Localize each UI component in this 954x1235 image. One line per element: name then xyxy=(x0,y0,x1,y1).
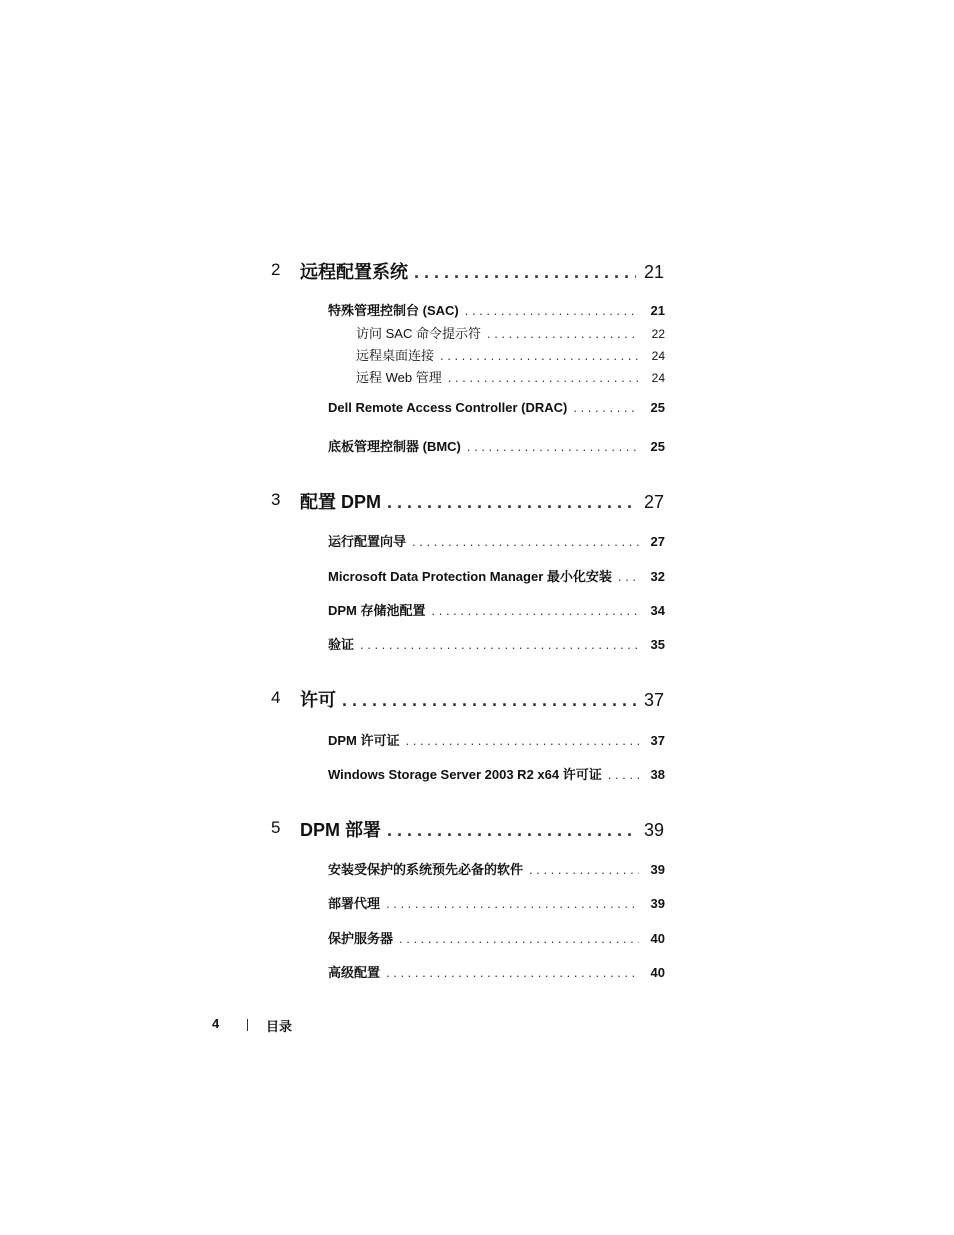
footer-section-title: 目录 xyxy=(266,1019,293,1034)
page-number: 39 xyxy=(643,820,664,840)
dot-leader xyxy=(608,767,639,782)
toc-entry[interactable] xyxy=(328,730,665,748)
dot-leader xyxy=(414,262,636,282)
dot-leader xyxy=(386,896,639,911)
dot-leader xyxy=(406,733,639,748)
dot-leader xyxy=(360,637,639,652)
entry-title: DPM 许可证 xyxy=(328,733,400,748)
page-number: 21 xyxy=(643,262,664,282)
dot-leader xyxy=(487,326,639,341)
entry-title: Windows Storage Server 2003 R2 x64 许可证 xyxy=(328,767,602,782)
page-number: 27 xyxy=(643,492,664,512)
chapter-number: 5 xyxy=(271,818,281,837)
entry-title: 底板管理控制器 (BMC) xyxy=(328,439,461,454)
entry-title: 运行配置向导 xyxy=(328,534,407,549)
page-number: 24 xyxy=(651,349,665,363)
dot-leader xyxy=(412,534,639,549)
entry-title: 访问 SAC 命令提示符 xyxy=(356,326,481,341)
dot-leader xyxy=(386,965,639,980)
toc-entry[interactable] xyxy=(328,600,665,618)
toc-chapter-5[interactable] xyxy=(300,816,664,840)
chapter-title: 配置 DPM xyxy=(300,492,381,512)
toc-entry[interactable] xyxy=(328,531,665,549)
toc-entry[interactable] xyxy=(328,436,665,454)
page-number: 37 xyxy=(650,733,665,748)
entry-title: Dell Remote Access Controller (DRAC) xyxy=(328,400,568,415)
footer-divider xyxy=(247,1019,248,1031)
dot-leader xyxy=(465,303,639,318)
page-number: 39 xyxy=(650,896,665,911)
toc-entry[interactable] xyxy=(328,859,665,877)
dot-leader xyxy=(467,439,639,454)
dot-leader xyxy=(618,569,639,584)
footer-page-number: 4 xyxy=(212,1016,220,1031)
toc-subentry[interactable] xyxy=(356,323,665,341)
page-number: 21 xyxy=(650,303,665,318)
toc-entry[interactable] xyxy=(328,634,665,652)
chapter-number: 4 xyxy=(271,688,281,707)
toc-subentry[interactable] xyxy=(356,345,665,363)
toc-entry[interactable] xyxy=(328,300,665,318)
dot-leader xyxy=(387,492,636,512)
entry-title: 特殊管理控制台 (SAC) xyxy=(328,303,459,318)
toc-entry[interactable] xyxy=(328,764,665,782)
entry-title: 安装受保护的系统预先必备的软件 xyxy=(328,862,524,877)
page-number: 32 xyxy=(650,569,665,584)
dot-leader xyxy=(399,931,639,946)
entry-title: 部署代理 xyxy=(328,896,381,911)
dot-leader xyxy=(529,862,639,877)
dot-leader xyxy=(448,370,639,385)
toc-chapter-2[interactable] xyxy=(300,258,664,282)
toc-entry[interactable] xyxy=(328,962,665,980)
page-number: 25 xyxy=(650,400,665,415)
dot-leader xyxy=(432,603,639,618)
toc-entry[interactable] xyxy=(328,893,665,911)
entry-title: 高级配置 xyxy=(328,965,381,980)
page-number: 40 xyxy=(650,965,665,980)
entry-title: 远程桌面连接 xyxy=(356,348,435,363)
entry-title: Microsoft Data Protection Manager 最小化安装 xyxy=(328,569,612,584)
page-number: 24 xyxy=(651,371,665,385)
chapter-title: 许可 xyxy=(300,690,336,710)
toc-chapter-4[interactable] xyxy=(300,686,664,710)
toc-subentry[interactable] xyxy=(356,367,665,385)
entry-title: 保护服务器 xyxy=(328,931,394,946)
toc-entry[interactable] xyxy=(328,928,665,946)
entry-title: 远程 Web 管理 xyxy=(356,370,442,385)
dot-leader xyxy=(573,400,639,415)
entry-title: 验证 xyxy=(328,637,355,652)
dot-leader xyxy=(387,820,636,840)
toc-entry[interactable] xyxy=(328,400,665,418)
chapter-title: 远程配置系统 xyxy=(300,262,408,282)
page-number: 22 xyxy=(651,327,665,341)
chapter-title: DPM 部署 xyxy=(300,820,381,840)
page-number: 37 xyxy=(643,690,664,710)
page-number: 34 xyxy=(650,603,665,618)
dot-leader xyxy=(342,690,636,710)
dot-leader xyxy=(440,348,639,363)
entry-title: DPM 存储池配置 xyxy=(328,603,426,618)
page-number: 40 xyxy=(650,931,665,946)
page-number: 35 xyxy=(650,637,665,652)
page-number: 39 xyxy=(650,862,665,877)
toc-chapter-3[interactable] xyxy=(300,488,664,512)
page-number: 25 xyxy=(650,439,665,454)
chapter-number: 3 xyxy=(271,490,281,509)
chapter-number: 2 xyxy=(271,260,281,279)
page-number: 27 xyxy=(650,534,665,549)
page-number: 38 xyxy=(650,767,665,782)
toc-entry[interactable] xyxy=(328,566,665,584)
